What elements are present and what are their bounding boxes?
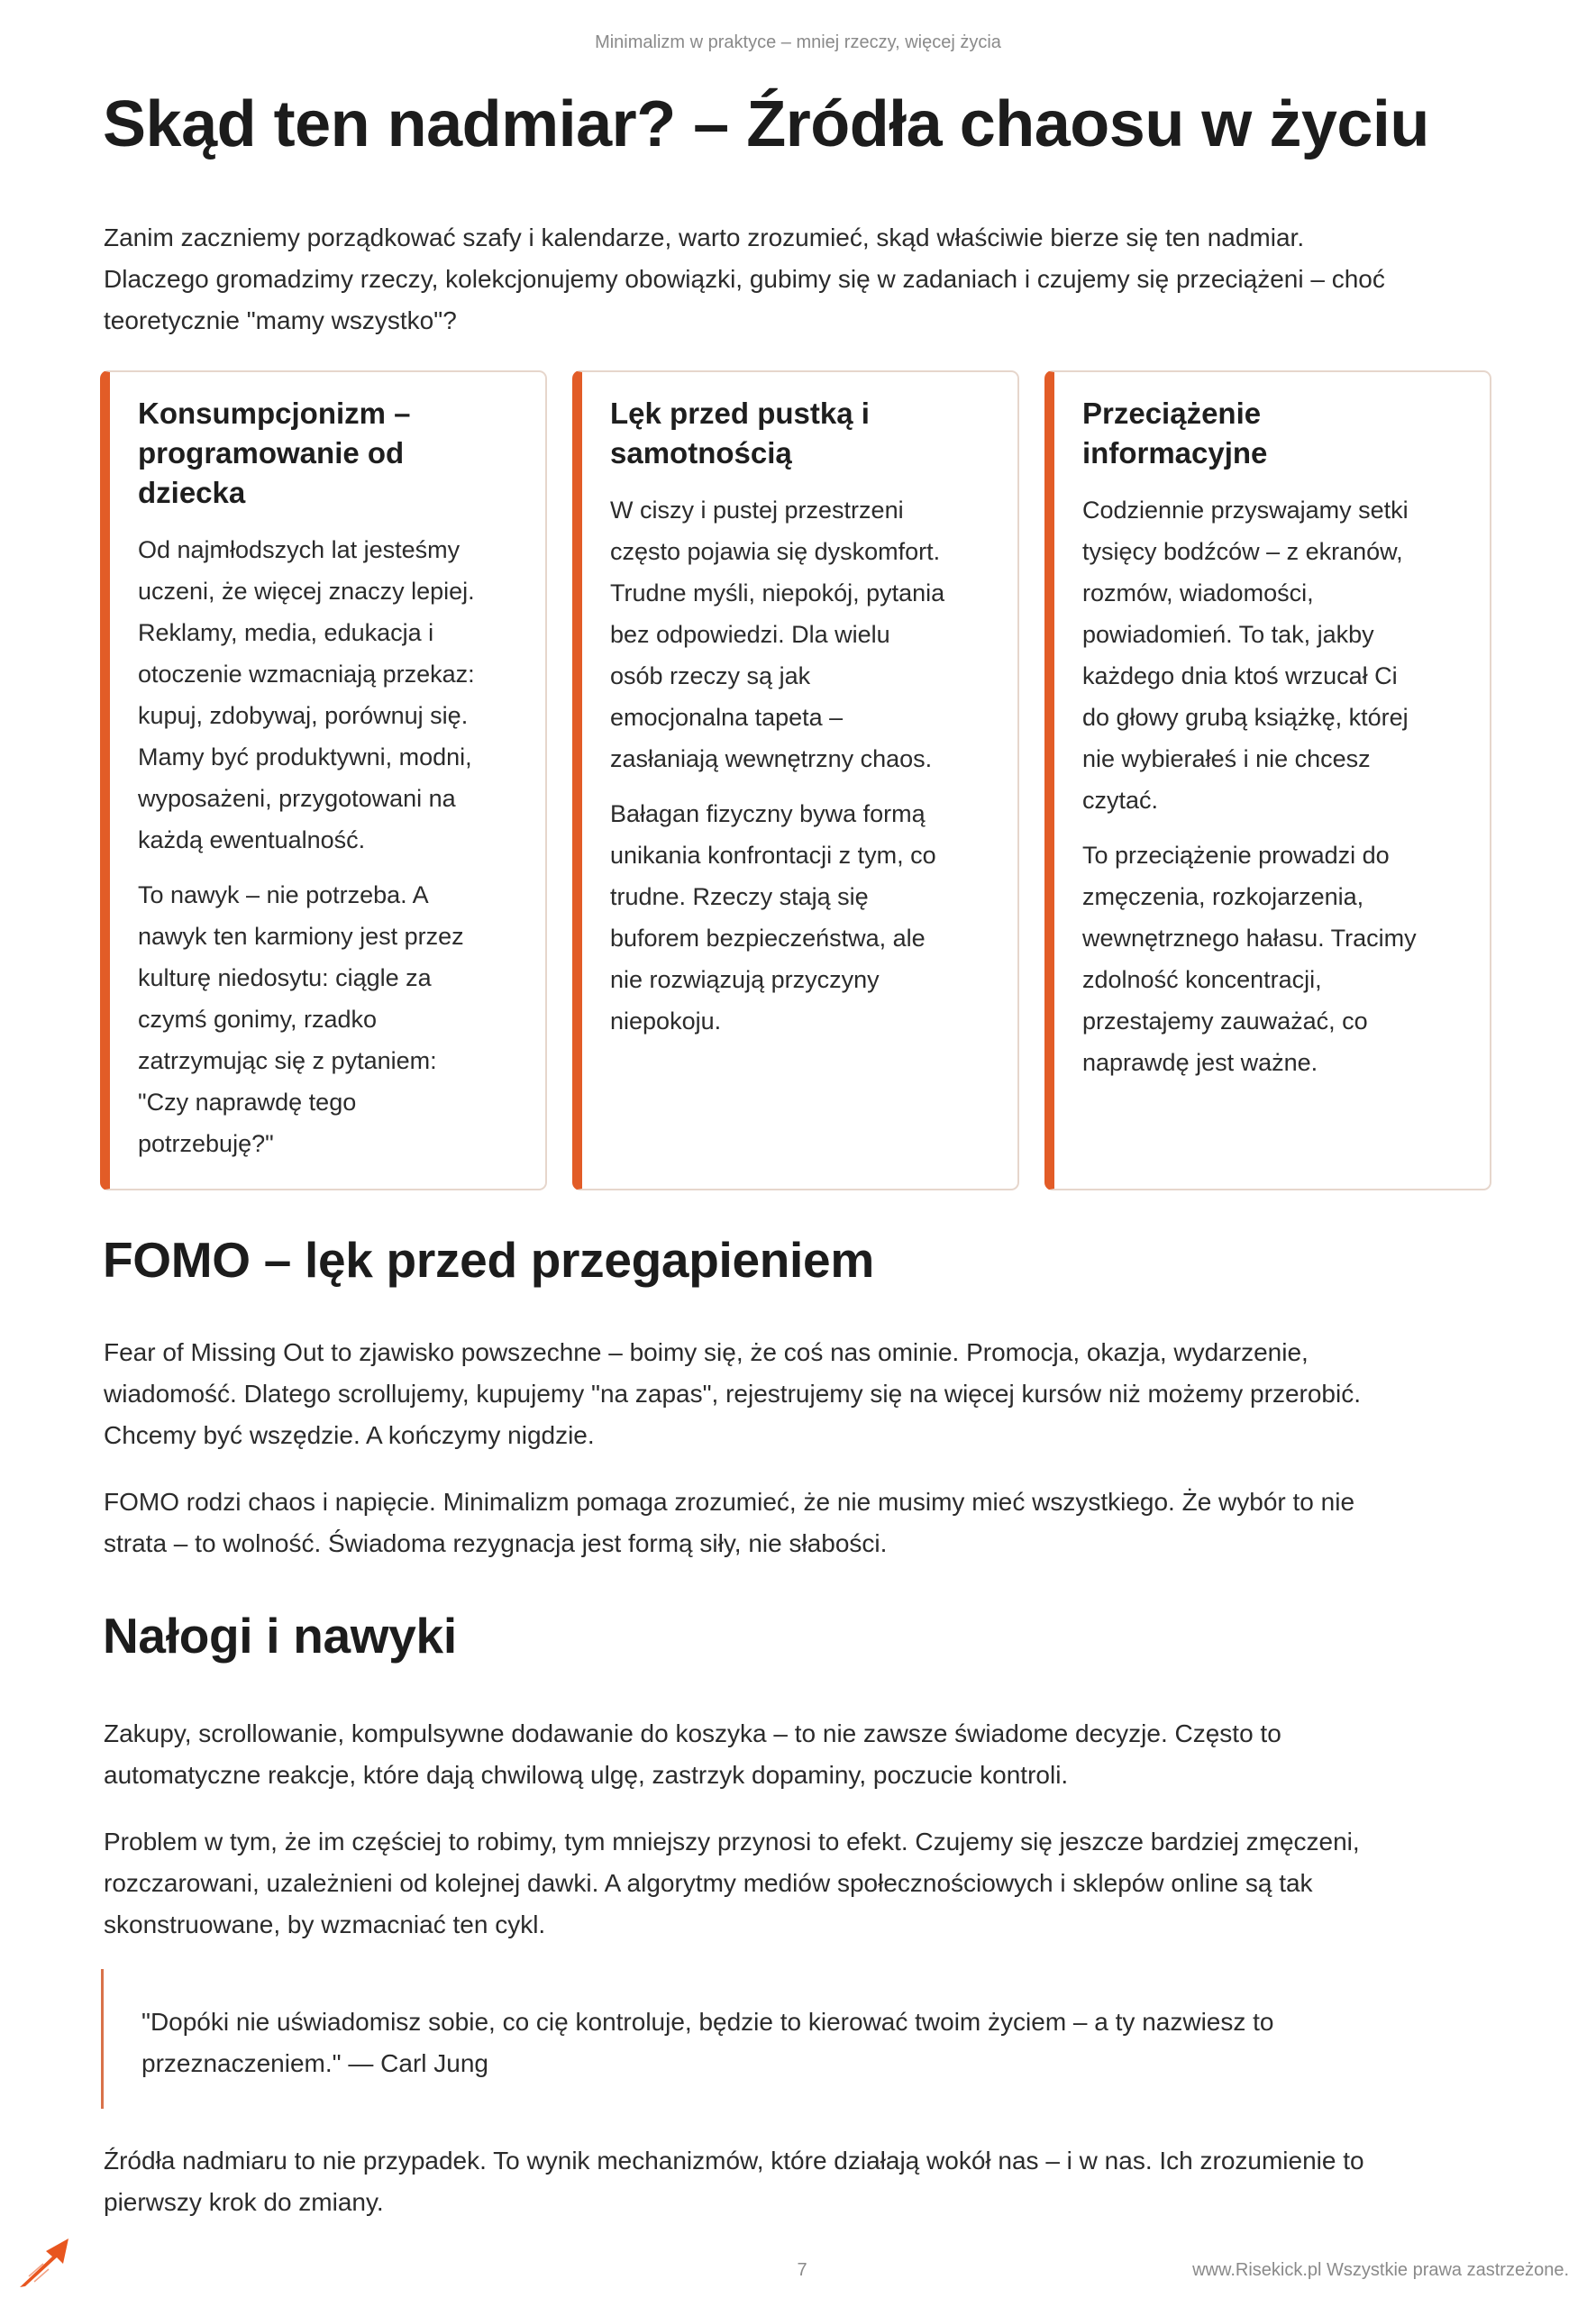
text-line: Bałagan fizyczny bywa formą — [610, 800, 926, 827]
text-line: każdego dnia ktoś wrzucał Ci — [1082, 662, 1398, 689]
text-line: Codziennie przyswajamy setki — [1082, 497, 1409, 524]
card-heading — [1082, 394, 1479, 473]
card-paragraph — [1082, 489, 1488, 821]
text-line: Mamy być produktywni, modni, — [138, 743, 472, 771]
text-line: FOMO rodzi chaos i napięcie. Minimalizm pomaga zrozumieć, że nie musimy mieć wszystkiego. Że wybór to nie — [104, 1488, 1355, 1516]
text-line: osób rzeczy są jak — [610, 662, 811, 689]
text-line: tysięcy bodźców – z ekranów, — [1082, 538, 1403, 565]
text-line: strata – to wolność. Świadoma rezygnacja jest formą siły, nie słabości. — [104, 1529, 888, 1557]
text-line: kupuj, zdobywaj, porównuj się. — [138, 702, 469, 729]
section-heading-habits: Nałogi i nawyki — [103, 1608, 457, 1664]
text-line: W ciszy i pustej przestrzeni — [610, 497, 904, 524]
text-line: Dlaczego gromadzimy rzeczy, kolekcjonujemy obowiązki, gubimy się w zadaniach i czujemy się przeciążeni – choć — [104, 265, 1385, 293]
text-line: kulturę niedosytu: ciągle za — [138, 964, 432, 991]
text-line: Trudne myśli, niepokój, pytania — [610, 579, 945, 606]
text-line: rozczarowani, uzależnieni od kolejnej dawki. A algorytmy mediów społecznościowych i sklepów online są tak — [104, 1869, 1313, 1897]
text-line: To nawyk – nie potrzeba. A — [138, 881, 429, 908]
text-line: "Czy naprawdę tego — [138, 1089, 357, 1116]
text-line: emocjonalna tapeta – — [610, 704, 844, 731]
card-fear-of-emptiness — [572, 370, 1019, 1190]
rising-arrow-icon — [16, 2235, 72, 2291]
card-paragraph — [1082, 834, 1488, 1083]
card-heading — [610, 394, 1007, 473]
card-body — [1082, 489, 1488, 1097]
heading-line: Konsumpcjonizm – — [138, 397, 411, 430]
text-line: pierwszy krok do zmiany. — [104, 2188, 384, 2216]
quote-line: "Dopóki nie uświadomisz sobie, co cię kontroluje, będzie to kierować twoim życiem – a ty nazwiesz to — [141, 2008, 1274, 2036]
heading-line: programowanie od — [138, 436, 405, 470]
text-line: trudne. Rzeczy stają się — [610, 883, 869, 910]
text-line: często pojawia się dyskomfort. — [610, 538, 941, 565]
text-line: Chcemy być wszędzie. A kończymy nigdzie. — [104, 1421, 595, 1449]
footer-copyright: www.Risekick.pl Wszystkie prawa zastrzeżone. — [1192, 2260, 1569, 2280]
habits-paragraph — [104, 1821, 1509, 1946]
section-heading-fomo: FOMO – lęk przed przegapieniem — [103, 1232, 874, 1288]
text-line: niepokoju. — [610, 1008, 722, 1035]
text-line: wyposażeni, przygotowani na — [138, 785, 456, 812]
heading-line: Przeciążenie — [1082, 397, 1262, 430]
heading-line: samotnością — [610, 436, 792, 470]
text-line: Fear of Missing Out to zjawisko powszechne – boimy się, że coś nas ominie. Promocja, okazja, wydarzenie, — [104, 1338, 1309, 1366]
fomo-paragraph — [104, 1482, 1509, 1564]
closing-paragraph — [104, 2140, 1509, 2223]
text-line: To przeciążenie prowadzi do — [1082, 842, 1390, 869]
text-line: nie wybierałeś i nie chcesz — [1082, 745, 1371, 772]
quote-carl-jung — [141, 2002, 1493, 2084]
page-number: 7 — [797, 2260, 807, 2280]
text-line: Źródła nadmiaru to nie przypadek. To wynik mechanizmów, które działają wokół nas – i w nas. Ich zrozumienie to — [104, 2147, 1364, 2175]
text-line: Zanim zaczniemy porządkować szafy i kalendarze, warto zrozumieć, skąd właściwie bierze się ten nadmiar. — [104, 223, 1305, 251]
text-line: powiadomień. To tak, jakby — [1082, 621, 1374, 648]
text-line: zatrzymując się z pytaniem: — [138, 1047, 437, 1074]
text-line: przestajemy zauważać, co — [1082, 1008, 1368, 1035]
text-line: potrzebuję?" — [138, 1130, 274, 1157]
text-line: Problem w tym, że im częściej to robimy, tym mniejszy przynosi to efekt. Czujemy się jeszcze bardziej zmęczeni, — [104, 1828, 1360, 1856]
text-line: Od najmłodszych lat jesteśmy — [138, 536, 461, 563]
text-line: każdą ewentualność. — [138, 826, 366, 853]
text-line: czytać. — [1082, 787, 1159, 814]
card-heading — [138, 394, 534, 513]
text-line: Reklamy, media, edukacja i — [138, 619, 434, 646]
quote-accent-bar — [101, 1969, 104, 2109]
text-line: wiadomość. Dlatego scrollujemy, kupujemy "na zapas", rejestrujemy się na więcej kursów niż możemy przerobić. — [104, 1380, 1361, 1408]
card-paragraph — [610, 793, 1016, 1042]
quote-line: przeznaczeniem." — Carl Jung — [141, 2049, 488, 2077]
text-line: nie rozwiązują przyczyny — [610, 966, 880, 993]
heading-line: Lęk przed pustką i — [610, 397, 870, 430]
running-header: Minimalizm w praktyce – mniej rzeczy, więcej życia — [595, 32, 1001, 52]
card-paragraph — [610, 489, 1016, 780]
text-line: Zakupy, scrollowanie, kompulsywne dodawanie do koszyka – to nie zawsze świadome decyzje. Często to — [104, 1719, 1281, 1747]
text-line: skonstruowane, by wzmacniać ten cykl. — [104, 1910, 546, 1938]
text-line: bez odpowiedzi. Dla wielu — [610, 621, 890, 648]
card-paragraph — [138, 874, 543, 1164]
page-title: Skąd ten nadmiar? – Źródła chaosu w życiu — [103, 88, 1429, 160]
intro-paragraph — [104, 217, 1509, 342]
text-line: zdolność koncentracji, — [1082, 966, 1322, 993]
habits-paragraph — [104, 1713, 1509, 1796]
text-line: wewnętrznego hałasu. Tracimy — [1082, 925, 1417, 952]
text-line: rozmów, wiadomości, — [1082, 579, 1314, 606]
fomo-paragraph — [104, 1332, 1509, 1456]
text-line: zmęczenia, rozkojarzenia, — [1082, 883, 1364, 910]
text-line: teoretycznie "mamy wszystko"? — [104, 306, 457, 334]
card-consumerism — [100, 370, 547, 1190]
text-line: czymś gonimy, rzadko — [138, 1006, 378, 1033]
text-line: do głowy grubą książkę, której — [1082, 704, 1409, 731]
card-paragraph — [138, 529, 543, 861]
text-line: buforem bezpieczeństwa, ale — [610, 925, 926, 952]
text-line: zasłaniają wewnętrzny chaos. — [610, 745, 933, 772]
text-line: naprawdę jest ważne. — [1082, 1049, 1318, 1076]
card-body — [138, 529, 543, 1178]
text-line: automatyczne reakcje, które dają chwilową ulgę, zastrzyk dopaminy, poczucie kontroli. — [104, 1761, 1069, 1789]
card-body — [610, 489, 1016, 1055]
text-line: nawyk ten karmiony jest przez — [138, 923, 464, 950]
heading-line: dziecka — [138, 476, 246, 509]
text-line: unikania konfrontacji z tym, co — [610, 842, 936, 869]
text-line: uczeni, że więcej znaczy lepiej. — [138, 578, 475, 605]
text-line: otoczenie wzmacniają przekaz: — [138, 661, 475, 688]
card-information-overload — [1044, 370, 1491, 1190]
heading-line: informacyjne — [1082, 436, 1268, 470]
